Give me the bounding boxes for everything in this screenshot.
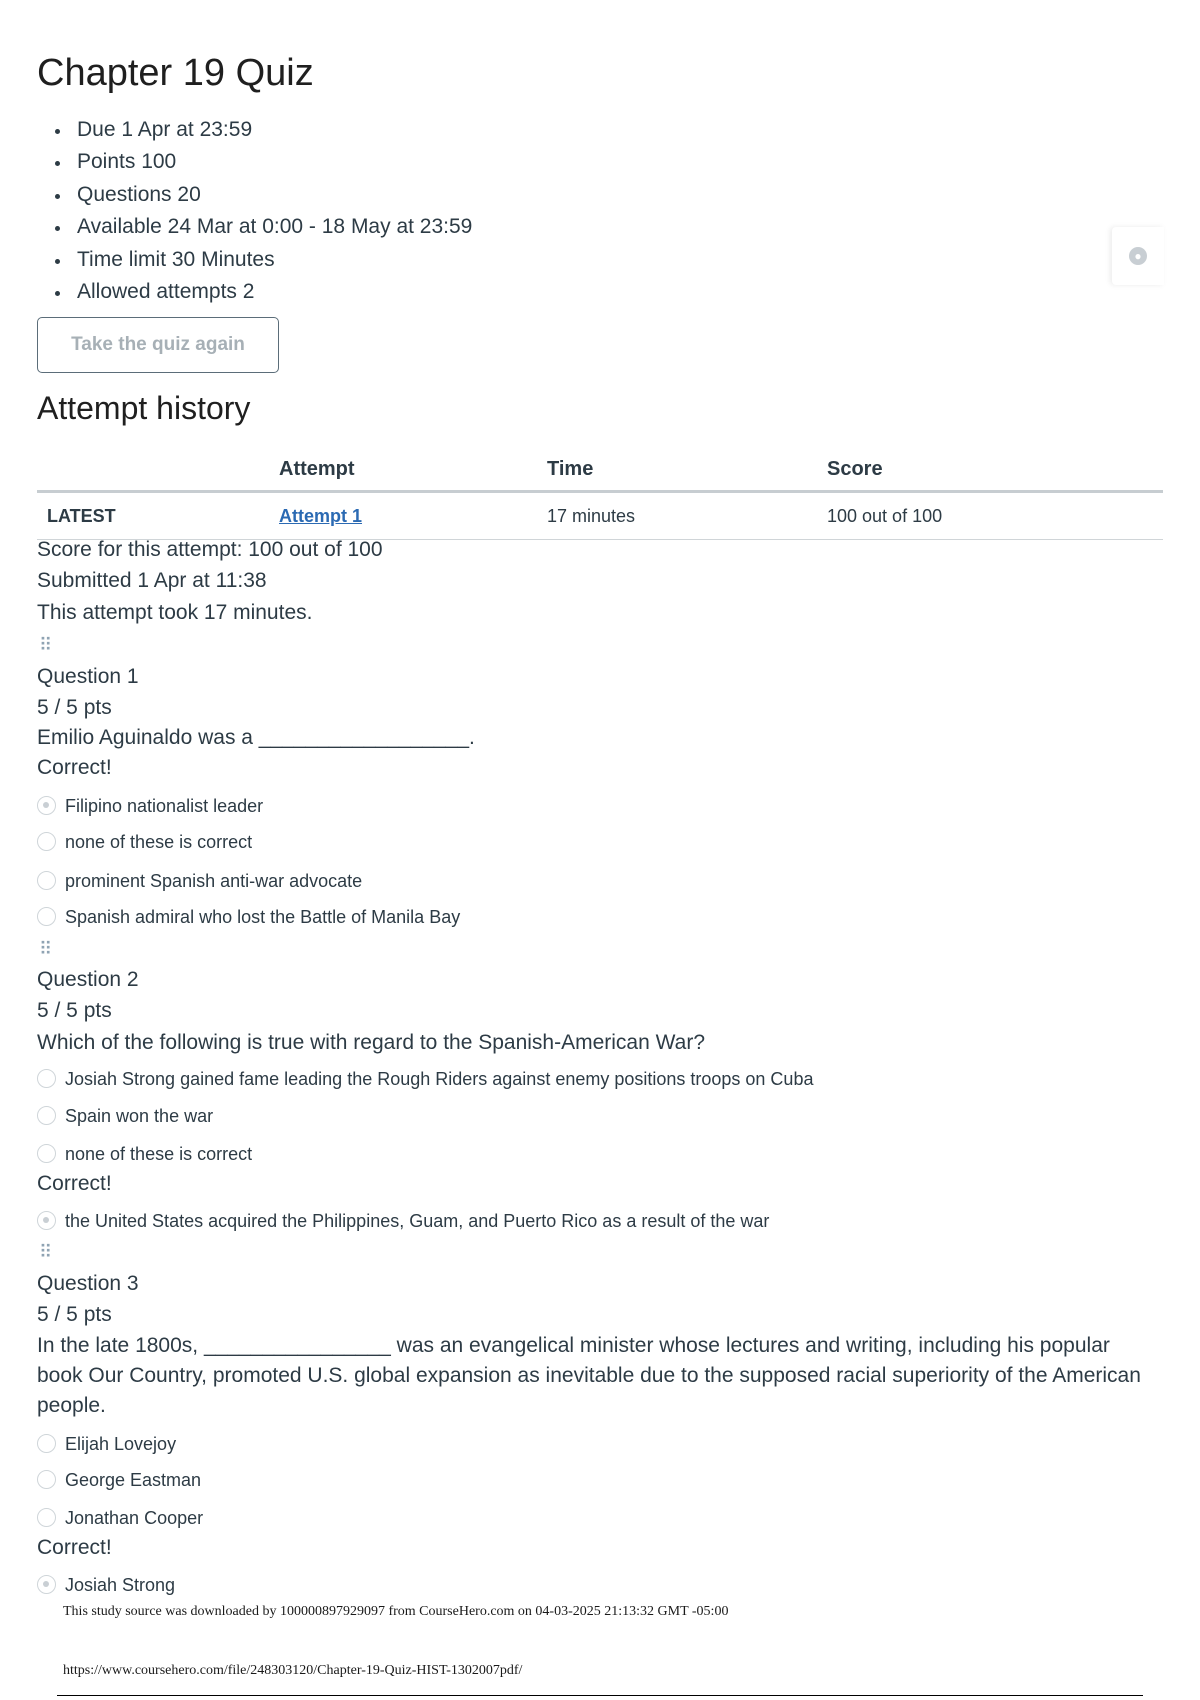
attempt-history-table	[37, 448, 1163, 540]
column-header-blank	[37, 448, 279, 492]
table-row	[37, 492, 1163, 540]
drag-handle-icon[interactable]: ⠿	[39, 939, 52, 959]
drag-handle-icon[interactable]: ⠿	[39, 635, 52, 655]
drag-handle-icon[interactable]: ⠿	[39, 1242, 52, 1262]
radio-icon	[37, 1069, 56, 1088]
column-header-attempt: Attempt	[279, 448, 547, 492]
option-label: Spanish admiral who lost the Battle of Manila Bay	[65, 907, 461, 927]
question-1-option-4	[37, 907, 460, 928]
attempt-score: Score for this attempt: 100 out of 100	[37, 538, 383, 561]
time-cell: 17 minutes	[547, 492, 827, 540]
question-1-points: 5 / 5 pts	[37, 696, 112, 719]
question-2-option-4	[37, 1211, 769, 1232]
detail-allowed-attempts: Allowed attempts 2	[77, 276, 472, 308]
latest-tag: LATEST	[37, 492, 279, 540]
option-label: none of these is correct	[65, 1144, 253, 1164]
question-3-label: Question 3	[37, 1272, 139, 1295]
question-2-points: 5 / 5 pts	[37, 999, 112, 1022]
footer-divider	[57, 1695, 1143, 1696]
side-panel-tab[interactable]	[1112, 227, 1164, 285]
chat-bubble-icon: ●	[1129, 247, 1147, 265]
question-2-label: Question 2	[37, 968, 139, 991]
radio-selected-icon	[37, 796, 56, 815]
option-label: Elijah Lovejoy	[65, 1434, 177, 1454]
option-label: Spain won the war	[65, 1106, 214, 1126]
radio-icon	[37, 1144, 56, 1163]
detail-available: Available 24 Mar at 0:00 - 18 May at 23:59	[77, 211, 472, 243]
radio-icon	[37, 1508, 56, 1527]
source-url: https://www.coursehero.com/file/248303120/Chapter-19-Quiz-HIST-1302007pdf/	[63, 1663, 523, 1678]
quiz-details-list	[37, 114, 472, 308]
detail-questions: Questions 20	[77, 179, 472, 211]
option-label: prominent Spanish anti-war advocate	[65, 871, 363, 891]
question-1-label: Question 1	[37, 665, 139, 688]
score-cell: 100 out of 100	[827, 492, 1163, 540]
submitted-time: Submitted 1 Apr at 11:38	[37, 569, 267, 592]
option-label: Josiah Strong gained fame leading the Rough Riders against enemy positions troops on Cuba	[65, 1069, 814, 1089]
question-2-correct-label: Correct!	[37, 1172, 112, 1195]
question-1-text: Emilio Aguinaldo was a __________________.	[37, 726, 475, 749]
detail-time-limit: Time limit 30 Minutes	[77, 244, 472, 276]
detail-points: Points 100	[77, 146, 472, 178]
option-label: Filipino nationalist leader	[65, 796, 264, 816]
question-2-text: Which of the following is true with regard to the Spanish-American War?	[37, 1031, 706, 1054]
detail-due: Due 1 Apr at 23:59	[77, 114, 472, 146]
attempt-cell	[279, 492, 547, 540]
option-label: Jonathan Cooper	[65, 1508, 204, 1528]
option-label: George Eastman	[65, 1470, 202, 1490]
column-header-time: Time	[547, 448, 827, 492]
radio-selected-icon	[37, 1575, 56, 1594]
question-3-option-3	[37, 1508, 203, 1529]
download-notice: This study source was downloaded by 100000897929097 from CourseHero.com on 04-03-2025 21:13:32 GMT -05:00	[63, 1604, 729, 1619]
radio-icon	[37, 1106, 56, 1125]
question-3-points: 5 / 5 pts	[37, 1303, 112, 1326]
question-3-option-2	[37, 1470, 201, 1491]
question-3-option-1	[37, 1434, 176, 1455]
question-3-option-4	[37, 1575, 175, 1596]
question-2-option-1	[37, 1069, 813, 1090]
radio-icon	[37, 907, 56, 926]
question-1-correct-label: Correct!	[37, 756, 112, 779]
attempt-1-link[interactable]: Attempt 1	[279, 505, 363, 526]
option-label: the United States acquired the Philippines, Guam, and Puerto Rico as a result of the war	[65, 1211, 770, 1231]
radio-icon	[37, 832, 56, 851]
question-1-option-2	[37, 832, 252, 853]
question-3-text: In the late 1800s, ________________ was an evangelical minister whose lectures and writing, including his popular book Our Country, promoted U.S. global expansion as inevitable due to the supposed racial superiority of the American people.	[37, 1334, 1141, 1417]
column-header-score: Score	[827, 448, 1163, 492]
option-label: none of these is correct	[65, 832, 253, 852]
radio-icon	[37, 871, 56, 890]
radio-selected-icon	[37, 1211, 56, 1230]
radio-icon	[37, 1470, 56, 1489]
question-2-option-3	[37, 1144, 252, 1165]
table-header-row	[37, 448, 1163, 492]
radio-icon	[37, 1434, 56, 1453]
option-label: Josiah Strong	[65, 1575, 176, 1595]
quiz-title: Chapter 19 Quiz	[37, 52, 314, 94]
attempt-history-heading: Attempt history	[37, 390, 251, 426]
take-quiz-again-button[interactable]: Take the quiz again	[37, 317, 279, 373]
attempt-duration: This attempt took 17 minutes.	[37, 601, 313, 624]
question-1-option-3	[37, 871, 362, 892]
question-3-correct-label: Correct!	[37, 1536, 112, 1559]
question-2-option-2	[37, 1106, 213, 1127]
question-1-option-1	[37, 796, 263, 817]
